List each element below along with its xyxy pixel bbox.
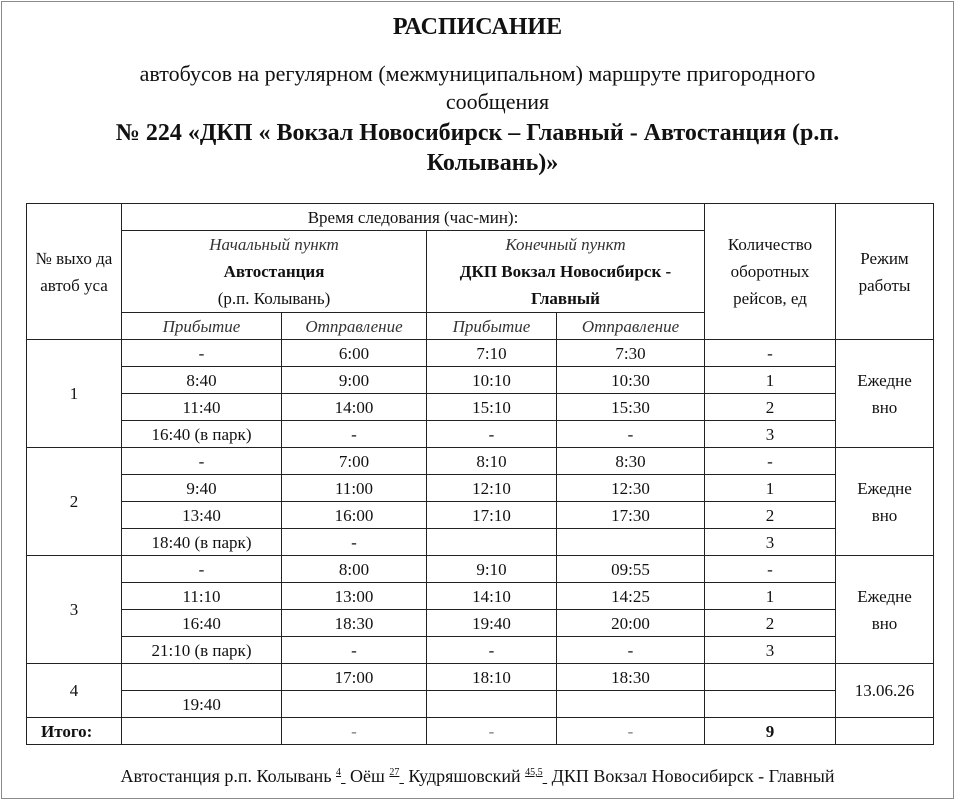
total-mode-cell [836, 718, 934, 745]
end-departure-cell: - [557, 421, 705, 448]
trip-count-cell: 3 [705, 421, 836, 448]
end-departure-cell: 14:25 [557, 583, 705, 610]
footer-distance-2: 27 [389, 767, 400, 778]
work-mode-cell: Ежедне вно [836, 556, 934, 664]
start-departure-cell: 9:00 [282, 367, 427, 394]
table-row [27, 340, 934, 367]
start-point-sub: (р.п. Колывань) [217, 289, 331, 308]
end-departure-cell: 20:00 [557, 610, 705, 637]
start-departure-cell: - [282, 421, 427, 448]
trip-count-cell: 1 [705, 475, 836, 502]
start-departure-cell: 18:30 [282, 610, 427, 637]
end-arrival-cell: 12:10 [427, 475, 557, 502]
trip-count-cell: 3 [705, 529, 836, 556]
total-end-arrival-cell: - [427, 718, 557, 745]
end-departure-cell [557, 529, 705, 556]
start-arrival-cell: 18:40 (в парк) [122, 529, 282, 556]
trip-count-cell: - [705, 556, 836, 583]
start-departure-cell: - [282, 529, 427, 556]
table-row [27, 394, 934, 421]
total-row [27, 718, 934, 745]
end-point-name: ДКП Вокзал Новосибирск - Главный [459, 262, 672, 308]
table-row [27, 610, 934, 637]
end-departure-cell: 17:30 [557, 502, 705, 529]
end-departure-cell: 18:30 [557, 664, 705, 691]
start-arrival-cell: 11:40 [122, 394, 282, 421]
start-arrival-cell: 9:40 [122, 475, 282, 502]
start-departure-cell [282, 691, 427, 718]
end-arrival-cell: 19:40 [427, 610, 557, 637]
start-arrival-cell: 11:10 [122, 583, 282, 610]
start-point-name: Автостанция [223, 262, 325, 281]
start-arrival-cell: 21:10 (в парк) [122, 637, 282, 664]
route-title-line1: № 224 «ДКП « Вокзал Новосибирск – Главный - Автостанция (р.п. [115, 120, 840, 146]
table-row [27, 502, 934, 529]
bus-number-cell: 2 [27, 448, 122, 556]
start-departure-cell: 16:00 [282, 502, 427, 529]
trip-count-cell: 3 [705, 637, 836, 664]
work-mode-cell: Ежедне вно [836, 340, 934, 448]
trip-count-cell [705, 664, 836, 691]
start-departure-cell: 13:00 [282, 583, 427, 610]
bus-number-cell: 3 [27, 556, 122, 664]
start-departure-cell: 11:00 [282, 475, 427, 502]
document-title: РАСПИСАНИЕ [392, 14, 563, 40]
header-end-arrival: Прибытие [427, 313, 557, 340]
end-arrival-cell: 17:10 [427, 502, 557, 529]
schedule-table [26, 203, 934, 745]
start-departure-cell: 8:00 [282, 556, 427, 583]
header-end-point [427, 231, 705, 313]
table-row [27, 583, 934, 610]
footer-stop-2: Оёш [350, 766, 385, 786]
trip-count-cell: 2 [705, 610, 836, 637]
end-arrival-cell [427, 691, 557, 718]
header-start-arrival: Прибытие [122, 313, 282, 340]
end-point-label: Конечный пункт [505, 235, 626, 254]
start-arrival-cell: 16:40 [122, 610, 282, 637]
table-row [27, 691, 934, 718]
end-arrival-cell: 15:10 [427, 394, 557, 421]
end-departure-cell [557, 691, 705, 718]
end-arrival-cell: 14:10 [427, 583, 557, 610]
header-trip-count: Количество оборотных рейсов, ед [705, 204, 836, 340]
total-start-arrival-cell [122, 718, 282, 745]
table-row [27, 529, 934, 556]
document-subtitle-line2: сообщения [445, 89, 550, 114]
work-mode-cell: 13.06.26 [836, 664, 934, 718]
footer-stop-3: Кудряшовский [408, 766, 521, 786]
start-arrival-cell: 8:40 [122, 367, 282, 394]
start-arrival-cell: 19:40 [122, 691, 282, 718]
document-page [1, 1, 954, 799]
table-row [27, 421, 934, 448]
header-travel-time: Время следования (час-мин): [122, 204, 705, 231]
table-row [27, 475, 934, 502]
header-bus-number: № выхо да автоб уса [27, 204, 122, 340]
total-label: Итого: [27, 718, 122, 745]
table-row [27, 448, 934, 475]
start-arrival-cell: - [122, 448, 282, 475]
trip-count-cell: - [705, 340, 836, 367]
start-departure-cell: - [282, 637, 427, 664]
trip-count-cell: 2 [705, 394, 836, 421]
total-trip-count-cell: 9 [705, 718, 836, 745]
trip-count-cell: 1 [705, 367, 836, 394]
bus-number-cell: 4 [27, 664, 122, 718]
table-row [27, 664, 934, 691]
total-start-departure-cell: - [282, 718, 427, 745]
end-departure-cell: 15:30 [557, 394, 705, 421]
trip-count-cell: 2 [705, 502, 836, 529]
header-end-departure: Отправление [557, 313, 705, 340]
end-departure-cell: 7:30 [557, 340, 705, 367]
end-arrival-cell: 8:10 [427, 448, 557, 475]
start-departure-cell: 7:00 [282, 448, 427, 475]
header-start-point [122, 231, 427, 313]
table-row [27, 367, 934, 394]
end-arrival-cell: 7:10 [427, 340, 557, 367]
start-arrival-cell: - [122, 556, 282, 583]
end-departure-cell: 8:30 [557, 448, 705, 475]
route-stops-footer [2, 766, 953, 787]
start-arrival-cell: - [122, 340, 282, 367]
end-departure-cell: 10:30 [557, 367, 705, 394]
end-departure-cell: 09:55 [557, 556, 705, 583]
table-row [27, 637, 934, 664]
total-end-departure-cell: - [557, 718, 705, 745]
end-departure-cell: 12:30 [557, 475, 705, 502]
document-subtitle-line1: автобусов на регулярном (межмуниципальном) маршруте пригородного [139, 61, 816, 86]
start-arrival-cell [122, 664, 282, 691]
table-row [27, 556, 934, 583]
footer-stop-4: ДКП Вокзал Новосибирск - Главный [551, 766, 835, 786]
footer-stop-1: Автостанция р.п. Колывань [120, 766, 332, 786]
bus-number-cell: 1 [27, 340, 122, 448]
route-title-line2: Колывань)» [426, 150, 559, 176]
header-start-departure: Отправление [282, 313, 427, 340]
start-arrival-cell: 16:40 (в парк) [122, 421, 282, 448]
end-arrival-cell: - [427, 637, 557, 664]
end-arrival-cell: - [427, 421, 557, 448]
footer-distance-1: 4 [336, 767, 342, 778]
trip-count-cell [705, 691, 836, 718]
end-arrival-cell [427, 529, 557, 556]
footer-distance-3: 45,5 [525, 767, 543, 778]
trip-count-cell: 1 [705, 583, 836, 610]
end-arrival-cell: 9:10 [427, 556, 557, 583]
end-departure-cell: - [557, 637, 705, 664]
end-arrival-cell: 18:10 [427, 664, 557, 691]
start-point-label: Начальный пункт [209, 235, 339, 254]
end-arrival-cell: 10:10 [427, 367, 557, 394]
trip-count-cell: - [705, 448, 836, 475]
start-departure-cell: 6:00 [282, 340, 427, 367]
header-work-mode: Режим работы [836, 204, 934, 340]
start-departure-cell: 17:00 [282, 664, 427, 691]
start-arrival-cell: 13:40 [122, 502, 282, 529]
work-mode-cell: Ежедне вно [836, 448, 934, 556]
start-departure-cell: 14:00 [282, 394, 427, 421]
